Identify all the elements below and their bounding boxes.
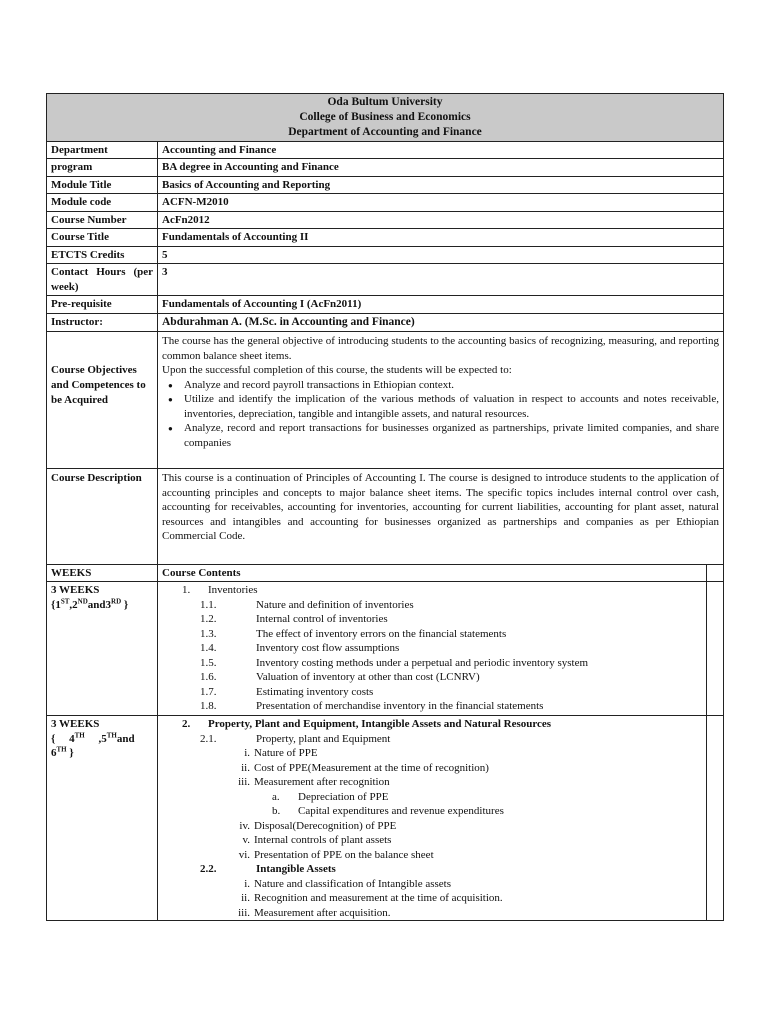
- section-heading: [162, 732, 702, 747]
- topic-text: Internal controls of plant assets: [254, 834, 392, 847]
- range-text: ,5: [84, 732, 107, 745]
- topic-item: [162, 891, 702, 906]
- subtopic-item: [162, 790, 702, 805]
- info-value: Basics of Accounting and Reporting: [158, 176, 724, 194]
- week-block-content: [158, 582, 707, 716]
- topic-number: 1.5.: [200, 656, 217, 669]
- chapter-number: 1.: [182, 584, 191, 597]
- objectives-lead: Upon the successful completion of this course, the students will be expected to:: [162, 364, 512, 377]
- chapter-heading: [162, 717, 702, 732]
- info-label: Module Title: [47, 176, 158, 194]
- empty-cell: [707, 564, 724, 582]
- topic-number: 1.7.: [200, 685, 217, 698]
- contents-header: Course Contents: [158, 564, 707, 582]
- description-text: This course is a continuation of Principles of Accounting I. The course is designed to introduce students to the application of accounting principles and concepts to major balance sheet items. The specific topics includes internal control over cash, accounting for receivables, accounting for inventories, accounting for current liabilities, accounting for plant asset, natural resources and intangibles and accounting for businesses organized as partnerships and companies as per Ethiopian Commercial Code.: [158, 469, 724, 565]
- topic-item: [162, 775, 702, 790]
- range-text: and3: [87, 598, 112, 611]
- range-text: and: [116, 732, 135, 745]
- subtopic-text: Capital expenditures and revenue expenditures: [298, 805, 504, 818]
- topic-number: i.: [244, 877, 250, 890]
- info-value: ACFN-M2010: [158, 194, 724, 212]
- info-row: [47, 296, 724, 314]
- topic-text: Nature and definition of inventories: [256, 598, 414, 611]
- college-name: College of Business and Economics: [299, 110, 471, 123]
- contents-header-row: [47, 564, 724, 582]
- chapter-number: 2.: [182, 718, 191, 730]
- week-block-label: [47, 582, 158, 716]
- topic-text: Inventory cost flow assumptions: [256, 642, 400, 655]
- info-row: [47, 141, 724, 159]
- info-value: 3: [158, 264, 724, 296]
- range-sup: RD: [111, 597, 122, 606]
- info-label: Contact Hours (per week): [47, 264, 158, 296]
- topic-item: [162, 612, 702, 627]
- info-label: Course Title: [47, 229, 158, 247]
- subtopic-text: Depreciation of PPE: [298, 790, 389, 803]
- instructor-value: Abdurahman A. (M.Sc. in Accounting and Finance): [158, 313, 724, 331]
- section-heading: [162, 862, 702, 877]
- weeks-header: WEEKS: [47, 564, 158, 582]
- objective-item: ● Analyze and record payroll transactions in Ethiopian context.: [184, 378, 719, 393]
- chapter-heading: [162, 583, 702, 598]
- topic-number: 1.3.: [200, 627, 217, 640]
- info-label: Instructor:: [47, 313, 158, 331]
- section-title: Property, plant and Equipment: [256, 732, 391, 745]
- section-number: 2.1.: [200, 732, 217, 745]
- objectives-content: [158, 332, 724, 469]
- range-sup: TH: [74, 730, 85, 739]
- subtopic-item: [162, 804, 702, 819]
- topic-item: [162, 627, 702, 642]
- objectives-label: Course Objectives and Competences to be Acquired: [47, 332, 158, 469]
- info-value: Accounting and Finance: [158, 141, 724, 159]
- info-value: 5: [158, 246, 724, 264]
- objectives-row: [47, 332, 724, 469]
- topic-item: [162, 877, 702, 892]
- objective-item: ● Analyze, record and report transactions for businesses organized as partnerships, private limited companies, and share companies: [184, 421, 719, 450]
- topic-text: Measurement after recognition: [254, 776, 390, 789]
- weeks-count: 3 WEEKS: [51, 584, 100, 597]
- range-text: }: [121, 598, 129, 611]
- topic-number: i.: [244, 747, 250, 760]
- info-value: BA degree in Accounting and Finance: [158, 159, 724, 177]
- topic-item: [162, 848, 702, 863]
- topic-item: [162, 641, 702, 656]
- section-number: 2.2.: [200, 863, 217, 876]
- info-row: [47, 159, 724, 177]
- chapter-title: Inventories: [208, 584, 258, 597]
- chapter-title: Property, Plant and Equipment, Intangible Assets and Natural Resources: [208, 718, 552, 730]
- topic-number: 1.8.: [200, 700, 217, 713]
- week-block-content: [158, 716, 707, 921]
- topic-text: Nature of PPE: [254, 747, 318, 760]
- topic-number: ii.: [241, 892, 250, 905]
- objectives-list: [162, 378, 719, 451]
- department-name: Department of Accounting and Finance: [288, 125, 482, 138]
- info-value: Fundamentals of Accounting II: [158, 229, 724, 247]
- topic-item: [162, 699, 702, 714]
- info-label: Course Number: [47, 211, 158, 229]
- info-label: ETCTS Credits: [47, 246, 158, 264]
- topic-number: 1.4.: [200, 642, 217, 655]
- range-text: { 4: [51, 732, 75, 745]
- topic-number: iii.: [238, 906, 250, 919]
- topic-text: Recognition and measurement at the time of acquisition.: [254, 892, 503, 905]
- topic-text: Inventory costing methods under a perpetual and periodic inventory system: [256, 656, 589, 669]
- info-row: [47, 313, 724, 331]
- week-block-row: [47, 716, 724, 921]
- topic-number: 1.2.: [200, 613, 217, 626]
- topic-text: Presentation of PPE on the balance sheet: [254, 848, 434, 861]
- university-name: Oda Bultum University: [327, 96, 443, 108]
- topic-number: iv.: [239, 819, 250, 832]
- info-value: Fundamentals of Accounting I (AcFn2011): [158, 296, 724, 314]
- topic-text: The effect of inventory errors on the financial statements: [256, 627, 507, 640]
- range-text: 6: [51, 747, 57, 760]
- info-label: Module code: [47, 194, 158, 212]
- course-outline-document: [46, 93, 723, 921]
- objectives-intro: The course has the general objective of introducing students to the accounting basics of recognizing, measuring, and reporting common balance sheet items.: [162, 335, 719, 362]
- topic-text: Internal control of inventories: [256, 613, 388, 626]
- info-value: AcFn2012: [158, 211, 724, 229]
- info-row: [47, 176, 724, 194]
- topic-text: Estimating inventory costs: [256, 685, 374, 698]
- topic-number: iii.: [238, 776, 250, 789]
- topic-item: [162, 833, 702, 848]
- week-block-row: [47, 582, 724, 716]
- topic-text: Presentation of merchandise inventory in the financial statements: [256, 700, 544, 713]
- topic-text: Nature and classification of Intangible assets: [254, 877, 452, 890]
- description-label: Course Description: [47, 469, 158, 565]
- description-row: [47, 469, 724, 565]
- info-row: [47, 229, 724, 247]
- section-title: Intangible Assets: [256, 863, 336, 876]
- topic-item: [162, 906, 702, 921]
- subtopic-letter: b.: [272, 805, 281, 818]
- topic-text: Disposal(Derecognition) of PPE: [254, 819, 397, 832]
- info-row: [47, 194, 724, 212]
- topic-number: 1.1.: [200, 598, 217, 611]
- topic-item: [162, 598, 702, 613]
- topic-number: 1.6.: [200, 671, 217, 684]
- range-text: }: [66, 747, 74, 760]
- topic-item: [162, 656, 702, 671]
- range-sup: ST: [60, 597, 70, 606]
- info-row: [47, 211, 724, 229]
- header-row: [47, 94, 724, 142]
- weeks-range: [51, 732, 153, 761]
- document-header: [47, 94, 724, 142]
- range-sup: ND: [77, 597, 88, 606]
- topic-text: Valuation of inventory at other than cost (LCNRV): [256, 671, 480, 684]
- subtopic-letter: a.: [272, 790, 280, 803]
- range-text: ,2: [69, 598, 78, 611]
- topic-number: vi.: [238, 848, 250, 861]
- topic-item: [162, 819, 702, 834]
- weeks-count: 3 WEEKS: [51, 718, 100, 730]
- week-block-label: [47, 716, 158, 921]
- info-row: [47, 246, 724, 264]
- info-row: [47, 264, 724, 296]
- info-label: program: [47, 159, 158, 177]
- topic-text: Cost of PPE(Measurement at the time of recognition): [254, 761, 489, 774]
- topic-item: [162, 746, 702, 761]
- topic-item: [162, 685, 702, 700]
- objective-item: ● Utilize and identify the implication of the various methods of valuation in respect to accounts and notes receivable, inventories, depreciation, tangible and intangible assets, and natural resources.: [184, 392, 719, 421]
- info-label: Department: [47, 141, 158, 159]
- topic-item: [162, 670, 702, 685]
- info-label: Pre-requisite: [47, 296, 158, 314]
- weeks-range: [51, 598, 153, 613]
- topic-item: [162, 761, 702, 776]
- course-outline-table: [46, 93, 724, 921]
- topic-number: v.: [242, 834, 250, 847]
- topic-text: Measurement after acquisition.: [254, 906, 391, 919]
- range-sup: TH: [56, 745, 67, 754]
- empty-cell: [707, 716, 724, 921]
- empty-cell: [707, 582, 724, 716]
- range-text: {1: [51, 598, 61, 611]
- topic-number: ii.: [241, 761, 250, 774]
- range-sup: TH: [106, 730, 117, 739]
